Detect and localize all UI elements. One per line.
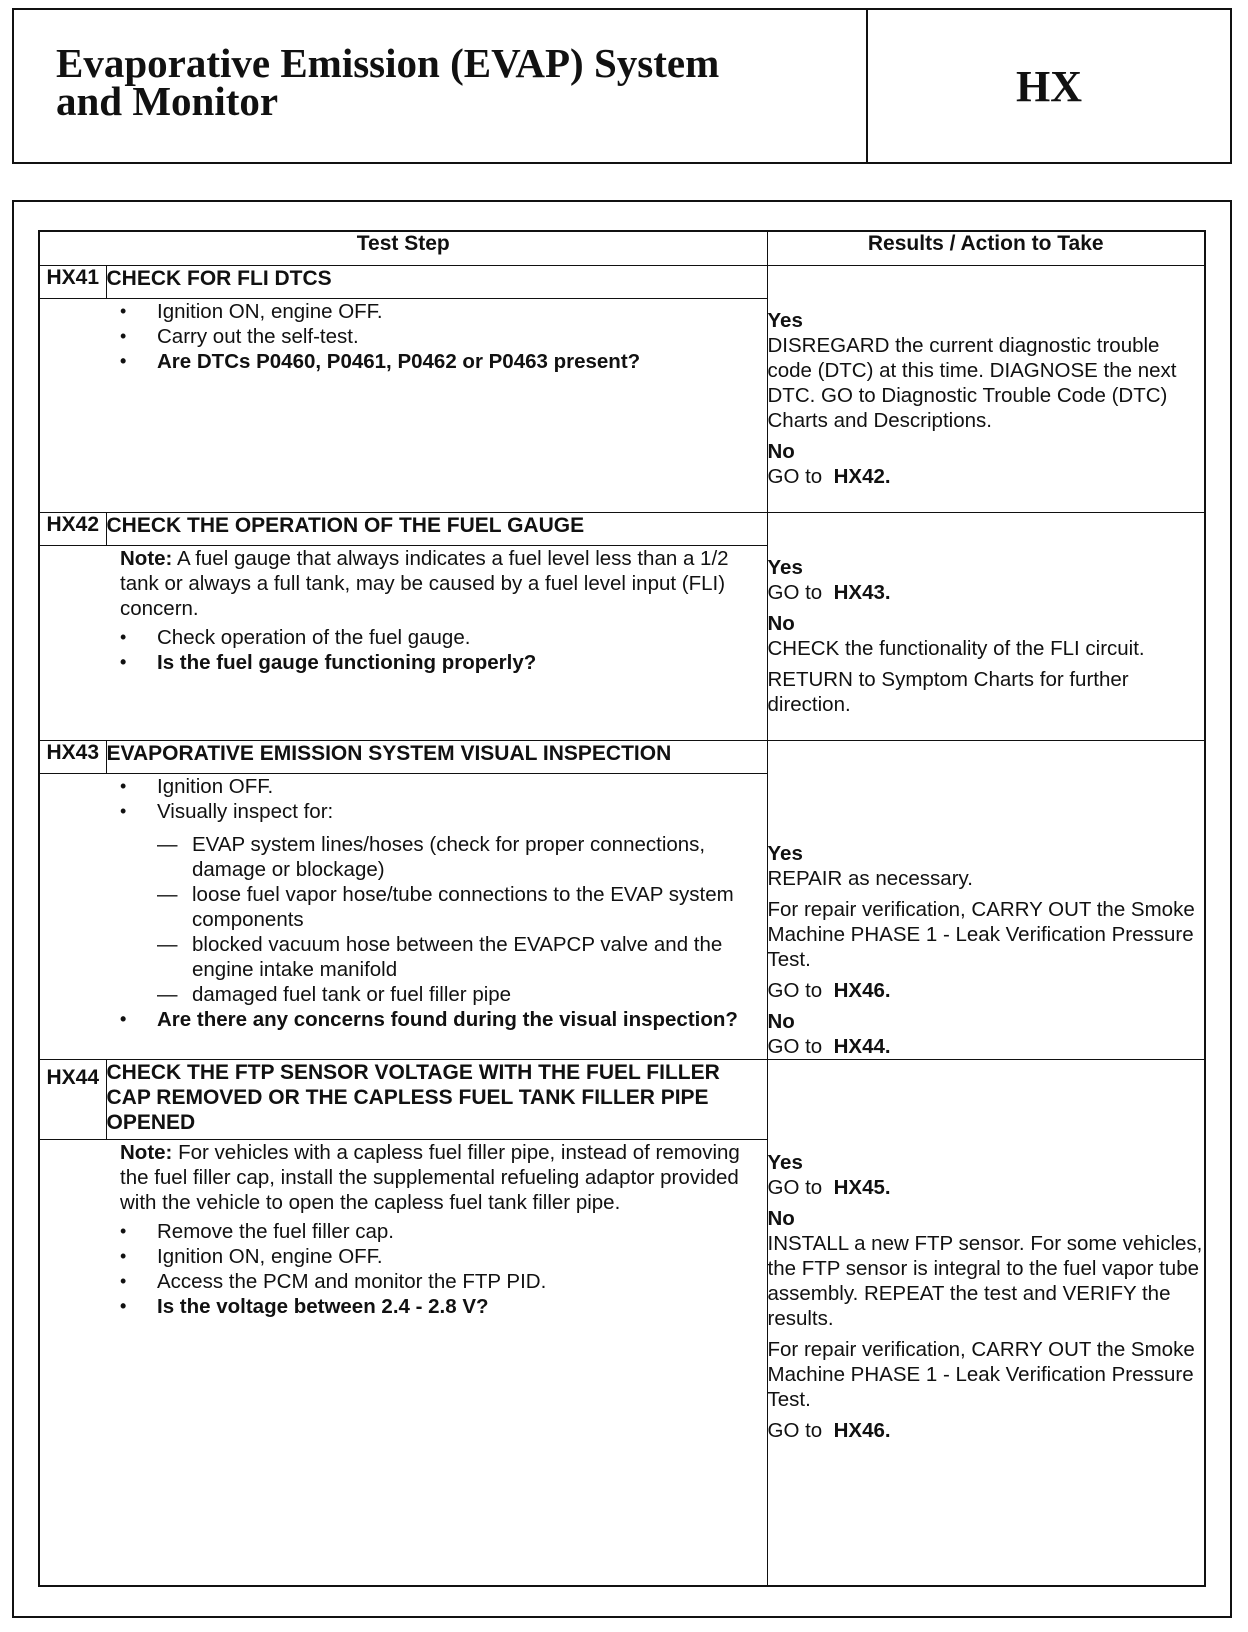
step-bullets — [120, 299, 767, 374]
step-results — [767, 741, 1205, 1060]
no-action: GO to HX44. — [767, 1035, 891, 1058]
step-code: HX43 — [39, 741, 106, 774]
step-bullets — [120, 625, 767, 675]
test-step-table — [38, 230, 1206, 1587]
bullet-item: • Access the PCM and monitor the FTP PID. — [120, 1269, 767, 1294]
no-action-2: RETURN to Symptom Charts for further direction. — [767, 668, 1129, 716]
yes-action: GO to HX45. — [767, 1176, 891, 1199]
step-code: HX41 — [39, 266, 106, 299]
step-question: • Are DTCs P0460, P0461, P0462 or P0463 present? — [120, 349, 767, 374]
page-header — [12, 8, 1232, 164]
no-label: No — [767, 1010, 795, 1033]
bullet-item: • Remove the fuel filler cap. — [120, 1219, 767, 1244]
bullet-item: • Visually inspect for: — [120, 799, 767, 824]
yes-action-2: For repair verification, CARRY OUT the Smoke Machine PHASE 1 - Leak Verification Pressure Test. — [767, 898, 1195, 971]
no-label: No — [767, 440, 795, 463]
step-note: Note: For vehicles with a capless fuel filler pipe, instead of removing the fuel filler cap, install the supplemental refueling adaptor provided with the vehicle to open the capless fuel tank filler pipe. — [120, 1141, 740, 1214]
inspection-item: — blocked vacuum hose between the EVAPCP valve and the engine intake manifold — [157, 932, 767, 982]
yes-action: GO to HX43. — [767, 581, 891, 604]
title-line-2: and Monitor — [56, 78, 279, 124]
yes-action: REPAIR as necessary. — [767, 867, 973, 890]
bullet-item: • Ignition ON, engine OFF. — [120, 299, 767, 324]
section-code: HX — [1016, 61, 1082, 111]
yes-label: Yes — [767, 556, 803, 579]
step-title: EVAPORATIVE EMISSION SYSTEM VISUAL INSPECTION — [106, 741, 767, 774]
step-question: • Is the fuel gauge functioning properly? — [120, 650, 767, 675]
step-bullets — [120, 774, 767, 824]
column-header-test-step: Test Step — [39, 231, 767, 266]
inspection-item: — damaged fuel tank or fuel filler pipe — [157, 982, 767, 1007]
step-body — [39, 299, 767, 513]
yes-label: Yes — [767, 1151, 803, 1174]
step-body — [39, 1140, 767, 1587]
inspection-item: — loose fuel vapor hose/tube connections to the EVAP system components — [157, 882, 767, 932]
no-label: No — [767, 1207, 795, 1230]
step-code: HX44 — [39, 1060, 106, 1140]
no-goto: GO to HX46. — [767, 1419, 891, 1442]
no-action: INSTALL a new FTP sensor. For some vehicles, the FTP sensor is integral to the fuel vapor tube assembly. REPEAT the test and VERIFY the results. — [767, 1232, 1203, 1330]
inspection-item: — EVAP system lines/hoses (check for proper connections, damage or blockage) — [157, 832, 767, 882]
title-line-1: Evaporative Emission (EVAP) System — [56, 40, 720, 86]
step-results — [767, 513, 1205, 741]
no-action-2: For repair verification, CARRY OUT the Smoke Machine PHASE 1 - Leak Verification Pressure Test. — [767, 1338, 1195, 1411]
step-body — [39, 546, 767, 741]
inspection-list — [157, 832, 767, 1007]
step-title: CHECK THE FTP SENSOR VOLTAGE WITH THE FUEL FILLER CAP REMOVED OR THE CAPLESS FUEL TANK FILLER PIPE OPENED — [106, 1060, 767, 1140]
step-code: HX42 — [39, 513, 106, 546]
step-results — [767, 1060, 1205, 1587]
step-question: • Is the voltage between 2.4 - 2.8 V? — [120, 1294, 767, 1319]
bullet-item: • Ignition ON, engine OFF. — [120, 1244, 767, 1269]
yes-action: DISREGARD the current diagnostic trouble code (DTC) at this time. DIAGNOSE the next DTC. GO to Diagnostic Trouble Code (DTC) Charts and Descriptions. — [767, 334, 1177, 432]
bullet-item: • Ignition OFF. — [120, 774, 767, 799]
step-question: • Are there any concerns found during the visual inspection? — [120, 1007, 767, 1032]
bullet-item: • Check operation of the fuel gauge. — [120, 625, 767, 650]
yes-goto: GO to HX46. — [767, 979, 891, 1002]
yes-label: Yes — [767, 842, 803, 865]
yes-label: Yes — [767, 309, 803, 332]
step-note: Note: A fuel gauge that always indicates a fuel level less than a 1/2 tank or always a full tank, may be caused by a fuel level input (FLI) concern. — [120, 547, 729, 620]
page-title — [14, 10, 868, 162]
step-title: CHECK FOR FLI DTCS — [106, 266, 767, 299]
step-results — [767, 266, 1205, 513]
step-question-list — [120, 1007, 767, 1032]
step-body — [39, 774, 767, 1060]
step-bullets — [120, 1219, 767, 1319]
no-action: CHECK the functionality of the FLI circuit. — [767, 637, 1145, 660]
step-title: CHECK THE OPERATION OF THE FUEL GAUGE — [106, 513, 767, 546]
column-header-results: Results / Action to Take — [767, 231, 1205, 266]
no-action: GO to HX42. — [767, 465, 891, 488]
bullet-item: • Carry out the self-test. — [120, 324, 767, 349]
no-label: No — [767, 612, 795, 635]
